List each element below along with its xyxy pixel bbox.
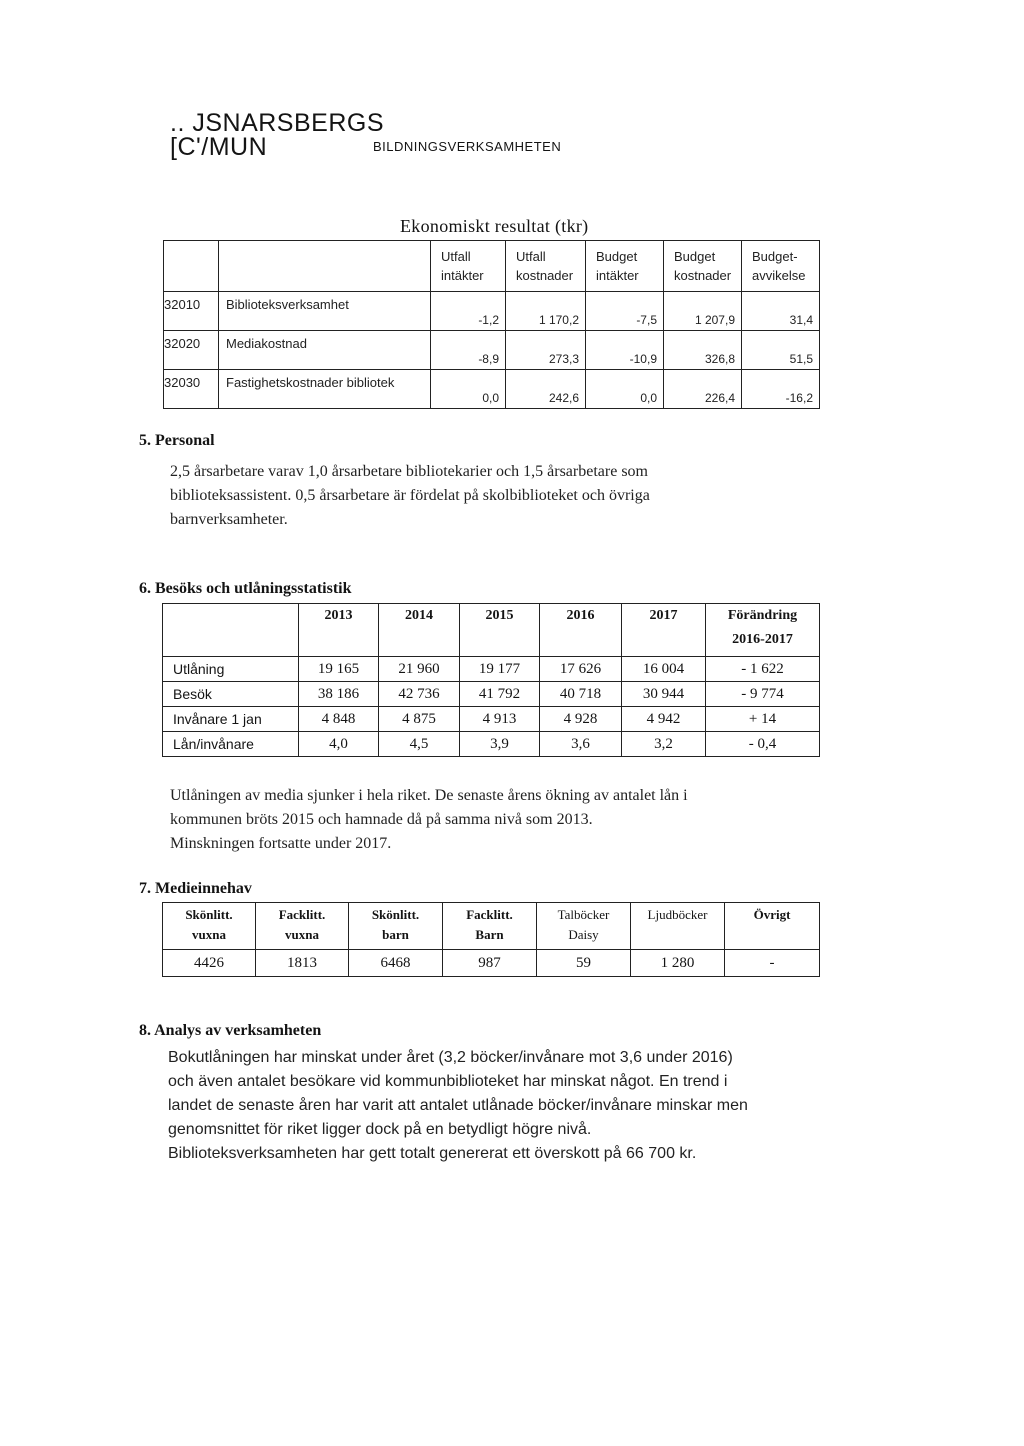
economic-title: Ekonomiskt resultat (tkr) — [400, 216, 589, 236]
economic-col-header: Utfall intäkter — [431, 241, 506, 292]
logo-text-line2: [C'/MUN — [170, 133, 268, 161]
stats-table — [162, 603, 820, 757]
media-col-header: Ljudböcker — [631, 903, 725, 950]
media-col-header: Facklitt. vuxna — [256, 903, 349, 950]
economic-table — [163, 240, 820, 409]
analysis-text: Bokutlåningen har minskat under året (3,2 böcker/invånare mot 3,6 under 2016) och även antalet besökare vid kommunbiblioteket har minskat något. En trend i landet de senaste åren har varit att antalet utlånade böcker/invånare minskar men genomsnittet för riket ligger dock på en betydligt högre nivå. Biblioteksverksamheten har gett totalt genererat ett överskott på 66 700 kr. — [168, 1049, 748, 1162]
media-col-header: Övrigt — [725, 903, 820, 950]
economic-col-header: Budget kostnader — [664, 241, 742, 292]
media-col-header: Skönlitt. barn — [349, 903, 443, 950]
change-header: Förändring 2016-2017 — [706, 604, 820, 657]
economic-header-row — [164, 241, 820, 292]
economic-col-header: Budget- avvikelse — [742, 241, 820, 292]
year-header: 2015 — [460, 604, 540, 657]
table-row: 32010 Biblioteksverksamhet -1,2 1 170,2 -7,5 1 207,9 31,4 — [164, 292, 820, 331]
media-col-header: Talböcker Daisy — [537, 903, 631, 950]
stats-comment: Utlåningen av media sjunker i hela riket. De senaste årens ökning av antalet lån i kommunen bröts 2015 och hamnade då på samma nivå som 2013. Minskningen fortsatte under 2017. — [170, 787, 688, 852]
table-row: 4426 1813 6468 987 59 1 280 - — [163, 950, 820, 977]
table-row: 32020 Mediakostnad -8,9 273,3 -10,9 326,8 51,5 — [164, 331, 820, 370]
table-row: Besök 38 186 42 736 41 792 40 718 30 944 - 9 774 — [163, 682, 820, 707]
year-header: 2016 — [540, 604, 622, 657]
table-row: Lån/invånare 4,0 4,5 3,9 3,6 3,2 - 0,4 — [163, 732, 820, 757]
analysis-heading: 8. Analys av verksamheten — [139, 1022, 322, 1039]
table-row: Invånare 1 jan 4 848 4 875 4 913 4 928 4 942 + 14 — [163, 707, 820, 732]
department-name: BILDNINGSVERKSAMHETEN — [373, 139, 562, 154]
year-header: 2014 — [379, 604, 460, 657]
stats-heading: 6. Besöks och utlåningsstatistik — [139, 580, 352, 597]
media-table — [162, 902, 820, 977]
table-row: Utlåning 19 165 21 960 19 177 17 626 16 004 - 1 622 — [163, 657, 820, 682]
media-col-header: Skönlitt. vuxna — [163, 903, 256, 950]
media-header-row — [163, 903, 820, 950]
economic-col-header: Utfall kostnader — [506, 241, 586, 292]
media-heading: 7. Medieinnehav — [139, 880, 252, 897]
personal-text: 2,5 årsarbetare varav 1,0 årsarbetare bibliotekarier och 1,5 årsarbetare som biblioteksassistent. 0,5 årsarbetare är fördelat på skolbiblioteket och övriga barnverksamheter. — [170, 463, 650, 528]
table-row: 32030 Fastighetskostnader bibliotek 0,0 242,6 0,0 226,4 -16,2 — [164, 370, 820, 409]
logo-text-line1: .. JSNARSBERGS — [170, 109, 384, 137]
economic-col-header: Budget intäkter — [586, 241, 664, 292]
year-header: 2017 — [622, 604, 706, 657]
stats-header-row — [163, 604, 820, 657]
year-header: 2013 — [299, 604, 379, 657]
personal-heading: 5. Personal — [139, 432, 215, 449]
media-col-header: Facklitt. Barn — [443, 903, 537, 950]
